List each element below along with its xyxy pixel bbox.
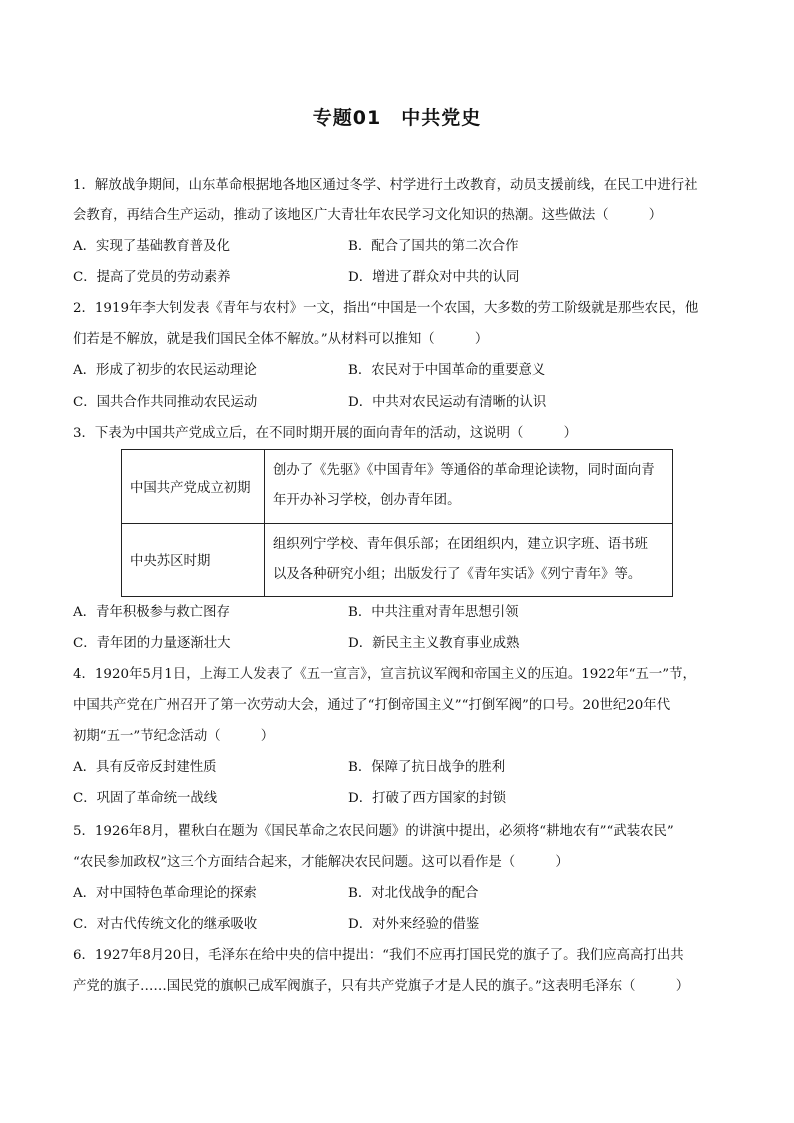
table-cell-period: 中国共产党成立初期 — [122, 450, 265, 524]
question-2-stem-line-2: 们若是不解放，就是我们国民全体不解放。”从材料可以推知（ ） — [73, 332, 489, 347]
question-4-option-b: B．保障了抗日战争的胜利 — [348, 760, 506, 775]
question-3-option-c: C．青年团的力量逐渐壮大 — [73, 636, 231, 651]
question-3-table — [121, 449, 673, 597]
question-6-stem-line-2: 产党的旗子……国民党的旗帜己成军阀旗子，只有共产党旗子才是人民的旗子。”这表明毛泽东（ ） — [73, 979, 690, 994]
question-3-option-d: D．新民主主义教育事业成熟 — [348, 636, 520, 651]
question-4-option-c: C．巩固了革命统一战线 — [73, 791, 218, 806]
question-4-option-a: A．具有反帝反封建性质 — [73, 760, 217, 775]
question-1-option-d: D．增进了群众对中共的认同 — [348, 270, 520, 285]
table-row — [122, 523, 673, 597]
question-5-option-b: B．对北伐战争的配合 — [348, 886, 479, 901]
question-5-stem-line-2: “农民参加政权”这三个方面结合起来，才能解决农民问题。这可以看作是（ ） — [73, 855, 569, 870]
question-4-option-d: D．打破了西方国家的封锁 — [348, 791, 507, 806]
question-3-stem-line-1: 3．下表为中国共产党成立后，在不同时期开展的面向青年的活动，这说明（ ） — [73, 426, 577, 441]
question-4-stem-line-2: 中国共产党在广州召开了第一次劳动大会，通过了“打倒帝国主义”“打倒军阀”的口号。20世纪20年代 — [73, 698, 671, 713]
question-1-option-a: A．实现了基础教育普及化 — [73, 239, 230, 254]
table-cell-period: 中央苏区时期 — [122, 523, 265, 597]
question-1-stem-line-1: 1．解放战争期间，山东革命根据地各地区通过冬学、村学进行土改教育，动员支援前线，在民工中进行社 — [73, 178, 698, 193]
question-2-option-d: D．中共对农民运动有清晰的认识 — [348, 395, 547, 410]
question-4-stem-line-1: 4．1920年5月1日，上海工人发表了《五一宣言》，宣言抗议军阀和帝国主义的压迫。1922年“五一”节， — [73, 667, 696, 682]
question-5-stem-line-1: 5．1926年8月，瞿秋白在题为《国民革命之农民问题》的讲演中提出，必须将“耕地农有”“武装农民” — [73, 824, 674, 839]
question-1-option-b: B．配合了国共的第二次合作 — [348, 239, 519, 254]
page-title: 专题01 中共党史 — [312, 107, 482, 129]
table-cell-line: 组织列宁学校、青年俱乐部；在团组织内，建立识字班、语书班 — [273, 536, 648, 552]
question-2-option-c: C．国共合作共同推动农民运动 — [73, 395, 258, 410]
question-5-option-d: D．对外来经验的借鉴 — [348, 917, 480, 932]
table-row — [122, 450, 673, 524]
question-3-option-b: B．中共注重对青年思想引领 — [348, 605, 519, 620]
question-1-option-c: C．提高了党员的劳动素养 — [73, 270, 231, 285]
table-cell-activities — [265, 450, 673, 524]
table-cell-activities — [265, 523, 673, 597]
question-5-option-c: C．对古代传统文化的继承吸收 — [73, 917, 258, 932]
question-2-option-b: B．农民对于中国革命的重要意义 — [348, 363, 546, 378]
question-4-stem-line-3: 初期“五一”节纪念活动（ ） — [73, 729, 275, 744]
question-2-option-a: A．形成了初步的农民运动理论 — [73, 363, 257, 378]
table-cell-line: 以及各种研究小组；出版发行了《青年实话》《列宁青年》等。 — [273, 566, 642, 582]
table-cell-line: 年开办补习学校，创办青年团。 — [273, 493, 461, 509]
question-5-option-a: A．对中国特色革命理论的探索 — [73, 886, 257, 901]
table-cell-line: 创办了《先驱》《中国青年》等通俗的革命理论读物，同时面向青 — [273, 463, 655, 479]
question-6-stem-line-1: 6．1927年8月20日，毛泽东在给中央的信中提出：“我们不应再打国民党的旗子了。我们应高高打出共 — [73, 948, 684, 963]
question-1-stem-line-2: 会教育，再结合生产运动，推动了该地区广大青壮年农民学习文化知识的热潮。这些做法（ ） — [73, 208, 663, 223]
question-2-stem-line-1: 2．1919年李大钊发表《青年与农村》一文，指出“中国是一个农国，大多数的劳工阶级就是那些农民，他 — [73, 301, 699, 316]
question-3-option-a: A．青年积极参与救亡图存 — [73, 605, 230, 620]
